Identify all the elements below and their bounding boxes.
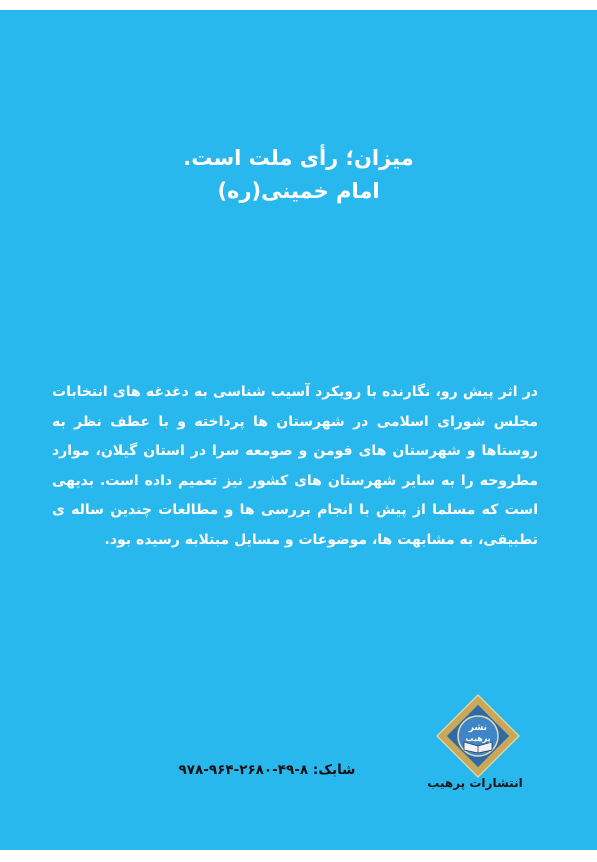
quote-text: میزان؛ رأی ملت است.	[183, 146, 414, 170]
bottom-margin	[0, 850, 597, 862]
quote-attribution: امام خمینی(ره)	[217, 179, 380, 203]
publisher-name: انتشارات پرهیب	[427, 776, 523, 790]
logo-text-top: نشر	[468, 723, 488, 733]
top-margin	[0, 0, 597, 10]
isbn-label: شابک: ۸-۴۹-۲۶۸۰-۹۶۴-۹۷۸	[178, 762, 356, 778]
publisher-emblem-icon	[436, 694, 520, 778]
logo-text-bottom: پرهیب	[465, 734, 491, 743]
description-paragraph: در اثر پیش رو، نگارنده با رویکرد آسیب شناسی به دغدغه های انتخابات مجلس شورای اسلامی در شهرستان ها پرداخته و با عطف نظر به روستاها و شهرستان های فومن و صومعه سرا در استان گیلان، موارد مطروحه را به سایر شهرستان های کشور نیز تعمیم داده است. بدیهی است که مسلما از پیش با انجام بررسی ها و مطالعات چندین ساله ی تطبیقی، به مشابهت ها، موضوعات و مسایل مبتلابه رسیده بود.	[52, 384, 538, 548]
